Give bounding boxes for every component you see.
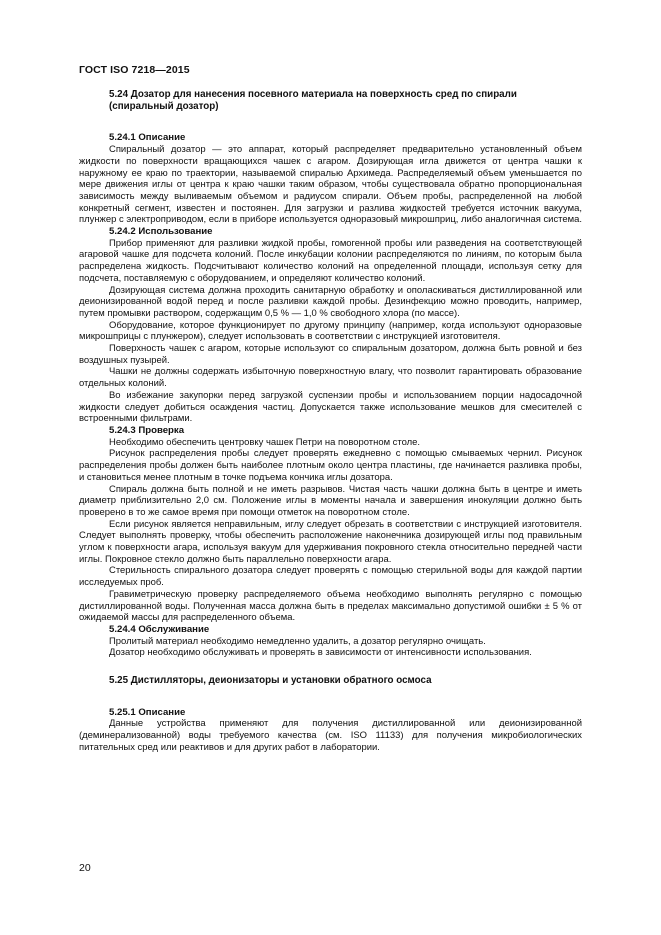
page-number: 20	[79, 862, 91, 874]
section-5-24-title: 5.24 Дозатор для нанесения посевного материала на поверхность сред по спирали (спиральный дозатор)	[109, 89, 517, 112]
paragraph: Поверхность чашек с агаром, которые используют со спиральным дозатором, должна быть ровной и без воздушных пузырей.	[79, 343, 582, 366]
paragraph: Спиральный дозатор — это аппарат, который распределяет предварительно установленный объем жидкости по поверхности вращающихся чашек с агаром. Дозирующая игла движется от центра чашки к наружному ее краю по траектории, называемой спиралью Архимеда. Распределяемый объем уменьшается по мере движения иглы от центра к краю чашки таким образом, чтобы существовала обратно пропорциональная зависимость между выливаемым объемом и радиусом спирали. Объем пробы, распределенной на любой конкретный сегмент, известен и постоянен. Для загрузки и разлива жидкостей требуется источник вакуума, плунжер с электроприводом, если в приборе используется одноразовый микрошприц, либо аналогичная система.	[79, 144, 582, 226]
paragraph: Необходимо обеспечить центровку чашек Петри на поворотном столе.	[109, 436, 421, 448]
section-5-25-title: 5.25 Дистилляторы, деионизаторы и установки обратного осмоса	[109, 675, 432, 687]
paragraph: Прибор применяют для разливки жидкой пробы, гомогенной пробы или разведения на соответствующей агаровой чашке для подсчета колоний. После инкубации колонии распределяются по линиям, по которым была распределена жидкость. Подсчитывают количество колоний на определенной площади, используя сетку для подсчета, поставляемую с оборудованием, и определяют количество колоний.	[79, 237, 582, 284]
paragraph: Оборудование, которое функционирует по другому принципу (например, когда используют одноразовые микрошприцы с плунжером), следует использовать в соответствии с инструкцией изготовителя.	[79, 319, 582, 343]
subsection-5-24-3-title: 5.24.3 Проверка	[109, 424, 185, 436]
subsection-5-24-2-title: 5.24.2 Использование	[109, 226, 213, 238]
paragraph: Данные устройства применяют для получения дистиллированной или деионизированной (деминерализованной) воды требуемого качества (см. ISO 11133) для получения микробиологических питательных сред или реактивов и для других работ в лаборатории.	[79, 718, 582, 753]
paragraph: Рисунок распределения пробы следует проверять ежедневно с помощью смываемых чернил. Рисунок распределения пробы должен быть наиболее плотным около центра пластины, где начинается разливка пробы, и становиться менее плотным в точке подъема кончика иглы дозатора.	[79, 448, 582, 483]
paragraph: Спираль должна быть полной и не иметь разрывов. Чистая часть чашки должна быть в центре и иметь диаметр приблизительно 2,0 см. Положение иглы в моменты начала и завершения инокуляции должно быть проверено в то же самое время при помощи отметок на поворотном столе.	[79, 483, 582, 518]
paragraph: Стерильность спирального дозатора следует проверять с помощью стерильной воды для каждой партии исследуемых проб.	[79, 565, 582, 589]
subsection-5-25-1-title: 5.25.1 Описание	[109, 706, 186, 718]
subsection-5-24-1-title: 5.24.1 Описание	[109, 132, 186, 144]
paragraph: Гравиметрическую проверку распределяемого объема необходимо выполнять регулярно с помощью дистиллированной воды. Полученная масса должна быть в пределах максимально допустимой ошибки ± 5 % от ожидаемой массы для распределенного объема.	[79, 588, 582, 624]
paragraph: Во избежание закупорки перед загрузкой суспензии пробы и использованием порции надосадочной жидкости следует добиться осаждения частиц. Допускается также использование мешков для смесителей с встроенными фильтрами.	[79, 389, 582, 425]
paragraph: Пролитый материал необходимо немедленно удалить, а дозатор регулярно очищать.	[109, 635, 486, 647]
paragraph: Если рисунок является неправильным, иглу следует обрезать в соответствии с инструкцией изготовителя. Следует выполнять проверку, чтобы обеспечить расположение наконечника дозирующей иглы под правильным углом к поверхности агара, используя вакуум для удерживания покровного стекла относительно передней части иглы. Покровное стекло должно быть параллельно поверхности агара.	[79, 518, 582, 565]
paragraph: Дозирующая система должна проходить санитарную обработку и ополаскиваться дистиллированной или деионизированной водой перед и после разливки каждой пробы. Дезинфекцию можно проводить, например, путем промывки раствором, содержащим 0,5 % — 1,0 % свободного хлора (по массе).	[79, 284, 582, 319]
paragraph: Дозатор необходимо обслуживать и проверять в зависимости от интенсивности использования.	[109, 647, 532, 659]
paragraph: Чашки не должны содержать избыточную поверхностную влагу, что позволит гарантировать образование отдельных колоний.	[79, 366, 582, 390]
standard-header: ГОСТ ISO 7218—2015	[79, 64, 190, 76]
document-body	[79, 89, 582, 754]
subsection-5-24-4-title: 5.24.4 Обслуживание	[109, 623, 210, 635]
